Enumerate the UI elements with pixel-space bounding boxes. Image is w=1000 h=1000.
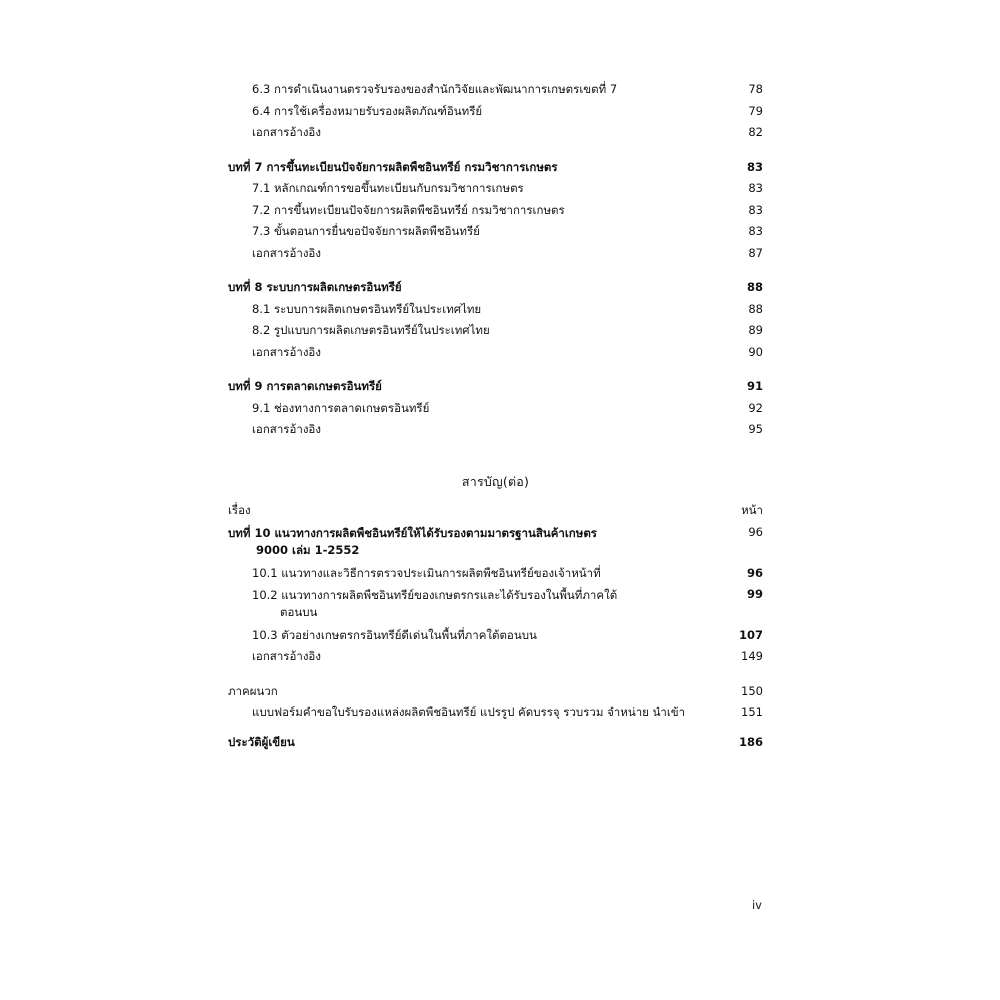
toc-entry-label: แบบฟอร์มคำขอใบรับรองแหล่งผลิตพืชอินทรีย์ แปรรูป คัดบรรจุ รวบรวม จำหน่าย นำเข้า — [252, 705, 686, 719]
toc-entry-label-line2: ตอนบน — [280, 605, 318, 619]
toc-entry-page: 79 — [748, 103, 763, 118]
toc-entry-label: 7.2 การขึ้นทะเบียนปัจจัยการผลิตพืชอินทรีย์ กรมวิชาการเกษตร — [252, 202, 565, 217]
toc-row[interactable] — [228, 246, 763, 268]
toc-author-row[interactable] — [228, 735, 763, 757]
toc-chapter-row[interactable] — [228, 160, 763, 182]
toc-row[interactable] — [228, 628, 763, 650]
toc-row[interactable] — [228, 82, 763, 104]
toc-entry-page: 186 — [738, 734, 763, 749]
toc-entry-page: 83 — [748, 181, 763, 195]
toc-entry-label: บทที่ 8 ระบบการผลิตเกษตรอินทรีย์ — [228, 280, 402, 294]
toc-entry-label: ประวัติผู้เขียน — [228, 734, 295, 749]
toc-row[interactable] — [228, 422, 763, 444]
toc-entry-page: 89 — [748, 323, 763, 337]
toc-entry-label: เอกสารอ้างอิง — [252, 344, 321, 359]
table-column-headers — [228, 502, 763, 525]
toc-entry-page: 83 — [746, 159, 763, 174]
toc-entry-label: 8.2 รูปแบบการผลิตเกษตรอินทรีย์ในประเทศไทย — [252, 323, 490, 337]
toc-row[interactable] — [228, 705, 763, 727]
toc-row[interactable] — [228, 302, 763, 324]
page-folio: iv — [751, 898, 762, 912]
toc-entry-label-line1: 10.2 แนวทางการผลิตพืชอินทรีย์ของเกษตรกรและได้รับรองในพื้นที่ภาคใต้ — [252, 588, 618, 602]
toc-entry-page: 88 — [746, 280, 763, 294]
toc-entry-page: 83 — [748, 224, 763, 238]
toc-entry-label: 9.1 ช่องทางการตลาดเกษตรอินทรีย์ — [252, 400, 430, 415]
toc-row[interactable] — [228, 203, 763, 225]
toc-entry-page: 150 — [741, 683, 763, 698]
toc-entry-page: 96 — [746, 565, 763, 580]
toc-entry-page: 90 — [748, 344, 763, 359]
page-title: สารบัญ(ต่อ) — [461, 474, 530, 489]
toc-row[interactable] — [228, 401, 763, 423]
toc-row[interactable] — [228, 587, 763, 628]
toc-entry-page: 92 — [748, 400, 763, 415]
toc-entry-page: 82 — [748, 125, 763, 139]
toc-entry-label-line2: 9000 เล่ม 1-2552 — [256, 543, 360, 557]
toc-entry-label: 8.1 ระบบการผลิตเกษตรอินทรีย์ในประเทศไทย — [252, 301, 482, 316]
toc-chapter-row[interactable] — [228, 280, 763, 302]
column-header-subject: เรื่อง — [228, 503, 251, 517]
toc-entry-page: 88 — [748, 301, 763, 316]
toc-row[interactable] — [228, 345, 763, 367]
toc-entry-label: เอกสารอ้างอิง — [252, 125, 321, 139]
toc-row[interactable] — [228, 181, 763, 203]
toc-entry-page: 87 — [748, 245, 763, 260]
toc-entry-page: 96 — [748, 525, 763, 539]
toc-entry-page: 91 — [746, 379, 763, 393]
toc-entry-label: บทที่ 7 การขึ้นทะเบียนปัจจัยการผลิตพืชอินทรีย์ กรมวิชาการเกษตร — [228, 159, 558, 174]
toc-entry-label: 6.3 การดำเนินงานตรวจรับรองของสำนักวิจัยและพัฒนาการเกษตรเขตที่ 7 — [252, 82, 618, 96]
toc-appendix-row[interactable] — [228, 684, 763, 706]
toc-entry-label: 6.4 การใช้เครื่องหมายรับรองผลิตภัณฑ์อินทรีย์ — [252, 103, 483, 118]
toc-row[interactable] — [228, 104, 763, 126]
toc-row[interactable] — [228, 649, 763, 671]
toc-entry-label: บทที่ 9 การตลาดเกษตรอินทรีย์ — [228, 379, 382, 393]
toc-row[interactable] — [228, 323, 763, 345]
toc-entry-label: 7.3 ขั้นตอนการยื่นขอปัจจัยการผลิตพืชอินทรีย์ — [252, 224, 480, 238]
toc-entry-page: 149 — [741, 649, 763, 663]
toc-entry-label — [228, 587, 721, 621]
toc-entry-page: 78 — [748, 82, 763, 96]
toc-entry-label: เอกสารอ้างอิง — [252, 422, 321, 436]
toc-entry-page: 95 — [748, 422, 763, 436]
toc-row[interactable] — [228, 224, 763, 246]
toc-entry-label-line1: บทที่ 10 แนวทางการผลิตพืชอินทรีย์ให้ได้รับรองตามมาตรฐานสินค้าเกษตร — [228, 526, 597, 540]
toc-entry-label — [228, 525, 721, 559]
toc-entry-page: 151 — [741, 705, 763, 719]
toc-entry-label: เอกสารอ้างอิง — [252, 649, 321, 663]
toc-chapter-row[interactable] — [228, 525, 763, 566]
column-header-page: หน้า — [741, 503, 763, 517]
toc-row[interactable] — [228, 125, 763, 147]
toc-entry-label: ภาคผนวก — [228, 683, 278, 698]
toc-row[interactable] — [228, 566, 763, 588]
toc-entry-label: 10.1 แนวทางและวิธีการตรวจประเมินการผลิตพืชอินทรีย์ของเจ้าหน้าที่ — [252, 565, 601, 580]
toc-entry-page: 99 — [746, 587, 763, 601]
toc-entry-page: 107 — [738, 627, 763, 642]
toc-entry-label: เอกสารอ้างอิง — [252, 245, 321, 260]
toc-chapter-row[interactable] — [228, 379, 763, 401]
toc-entry-page: 83 — [748, 202, 763, 217]
toc-entry-label: 7.1 หลักเกณฑ์การขอขึ้นทะเบียนกับกรมวิชาการเกษตร — [252, 181, 524, 195]
toc-content — [228, 82, 763, 756]
toc-entry-label: 10.3 ตัวอย่างเกษตรกรอินทรีย์ดีเด่นในพื้นที่ภาคใต้ตอนบน — [252, 627, 537, 642]
